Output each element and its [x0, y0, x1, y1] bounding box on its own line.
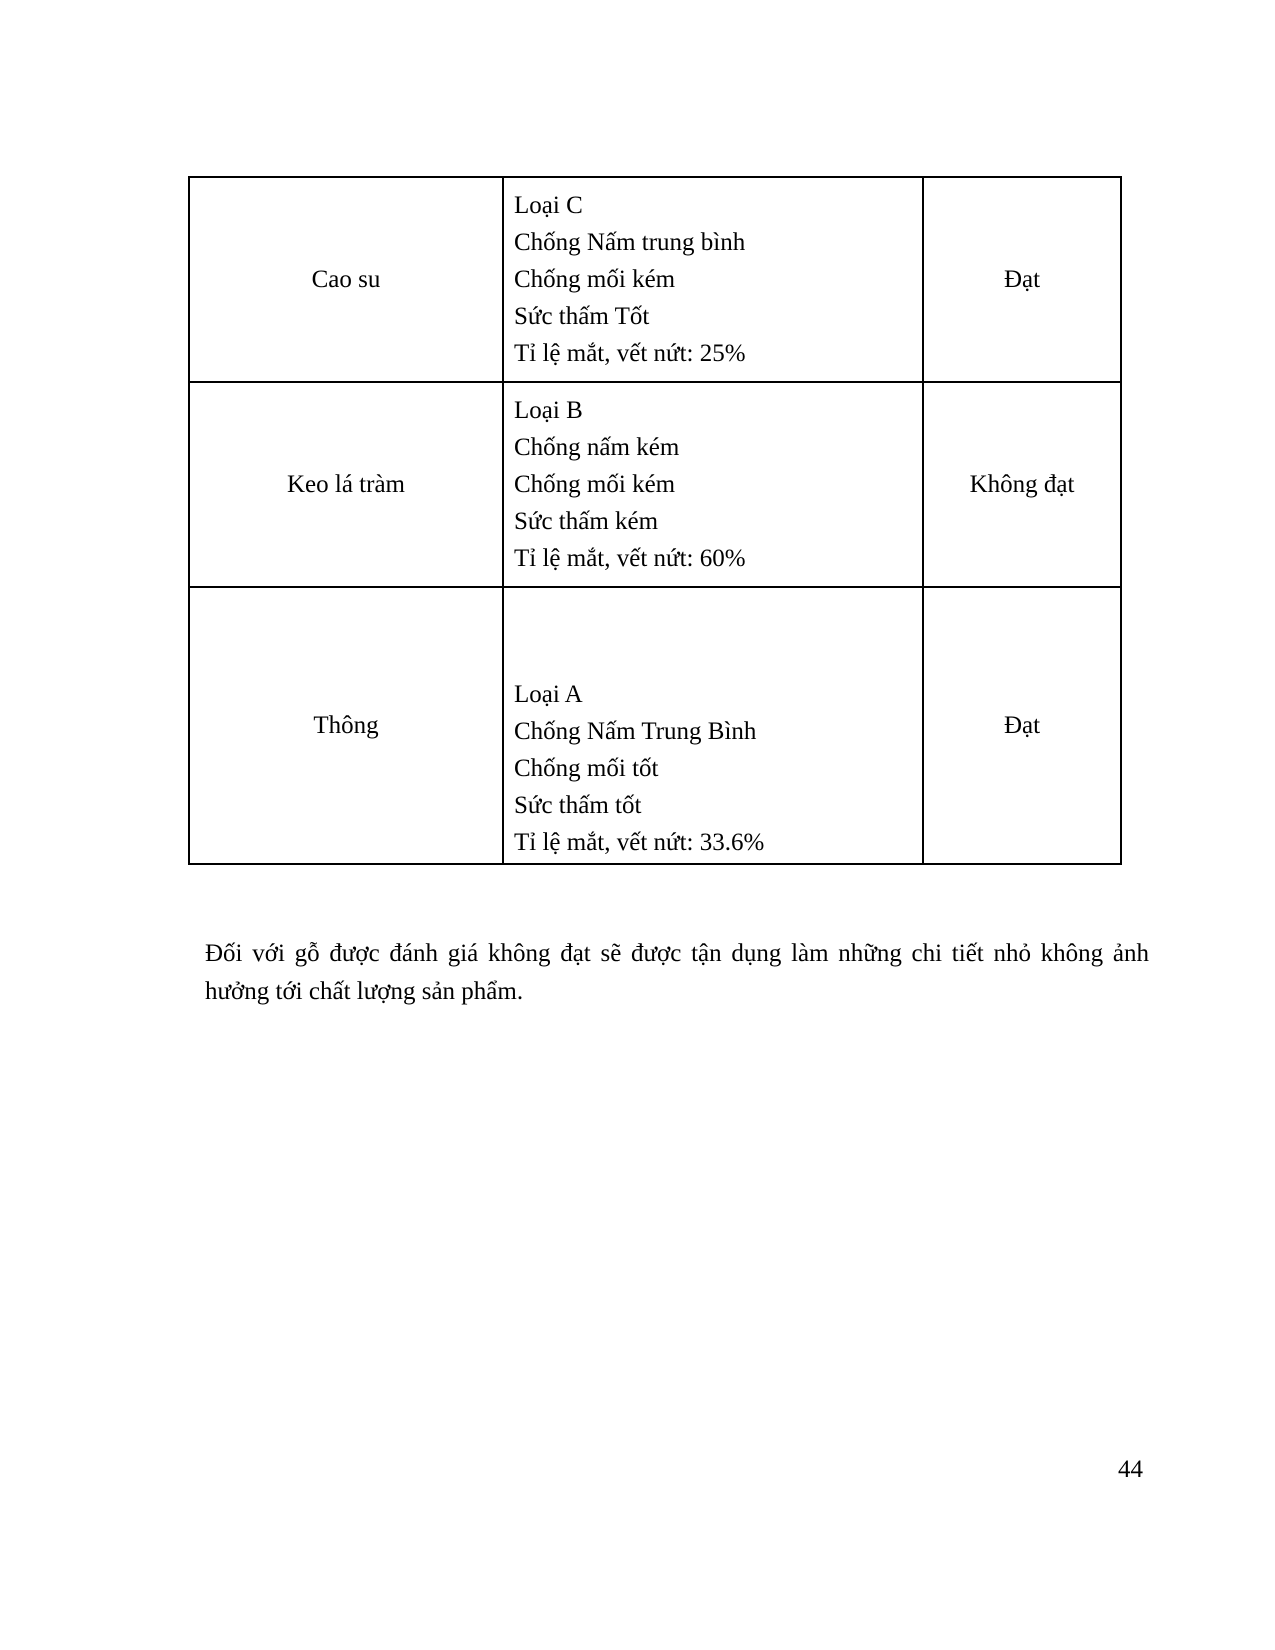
wood-evaluation-table: [188, 176, 1122, 865]
wood-properties-cell: [503, 382, 923, 587]
property-line: Chống mối tốt: [514, 755, 659, 782]
property-line: Tỉ lệ mắt, vết nứt: 60%: [514, 545, 746, 572]
property-line: Loại B: [514, 397, 583, 424]
property-line: Loại A: [514, 681, 583, 708]
property-line: Chống nấm kém: [514, 434, 680, 461]
wood-properties-cell: [503, 587, 923, 864]
property-line: Tỉ lệ mắt, vết nứt: 25%: [514, 340, 746, 367]
property-line: Chống Nấm trung bình: [514, 229, 746, 256]
property-line: Tỉ lệ mắt, vết nứt: 33.6%: [514, 829, 765, 856]
property-line: Chống mối kém: [514, 266, 676, 293]
wood-name-cell: Cao su: [189, 177, 503, 382]
table-row: [189, 382, 1121, 587]
property-line: Loại C: [514, 192, 583, 219]
table-row: [189, 587, 1121, 864]
property-line: Chống Nấm Trung Bình: [514, 718, 757, 745]
wood-name-cell: Thông: [189, 587, 503, 864]
table-row: [189, 177, 1121, 382]
property-line: Sức thấm tốt: [514, 792, 642, 819]
evaluation-result-cell: Không đạt: [923, 382, 1121, 587]
evaluation-result-cell: Đạt: [923, 177, 1121, 382]
property-line: Chống mối kém: [514, 471, 676, 498]
page-number: 44: [1118, 1456, 1143, 1483]
note-paragraph: Đối với gỗ được đánh giá không đạt sẽ được tận dụng làm những chi tiết nhỏ không ảnh hưởng tới chất lượng sản phẩm.: [205, 940, 1149, 1005]
wood-properties-cell: [503, 177, 923, 382]
property-line: Sức thấm Tốt: [514, 303, 650, 330]
wood-name-cell: Keo lá tràm: [189, 382, 503, 587]
property-line: Sức thấm kém: [514, 508, 659, 535]
evaluation-result-cell: Đạt: [923, 587, 1121, 864]
